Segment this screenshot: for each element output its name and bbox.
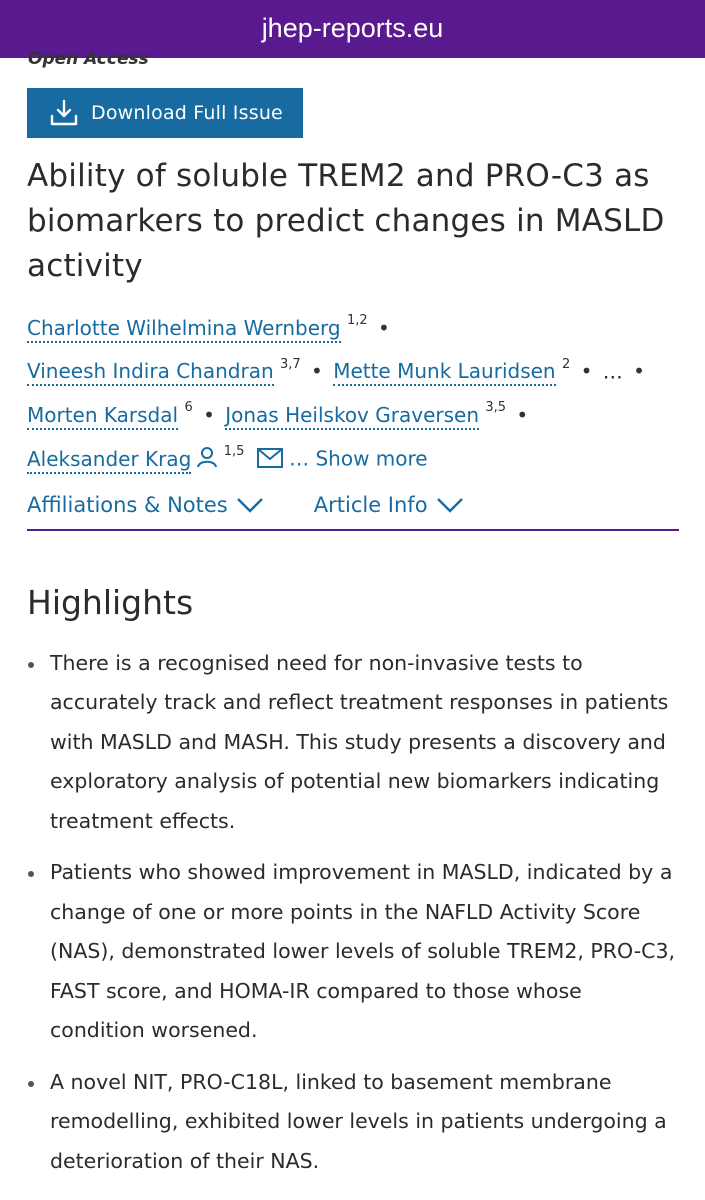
author-link[interactable]: Jonas Heilskov Graversen [225, 403, 479, 430]
highlight-item: Patients who showed improvement in MASLD, indicated by a change of one or more points in the NAFLD Activity Score (NAS), demonstrated lower levels of soluble TREM2, PRO-C3, FAST score, and HOMA-IR compared to those whose condition worsened. [27, 853, 679, 1051]
download-icon [49, 98, 79, 128]
author-affiliation: 1,5 [223, 443, 245, 459]
separator: • [516, 402, 529, 427]
author-affiliation: 6 [184, 400, 193, 416]
chevron-down-icon [236, 496, 264, 514]
author-affiliation: 1,2 [346, 313, 368, 328]
author-list [27, 304, 679, 479]
chevron-down-icon [436, 496, 464, 514]
highlight-item: There is a recognised need for non-invasive tests to accurately track and reflect treatment responses in patients with MASLD and MASH. This study presents a discovery and exploratory analysis of potential new biomarkers indicating treatment effects. [27, 644, 679, 842]
author-link[interactable]: Vineesh Indira Chandran [27, 359, 274, 386]
tab-affiliations-notes[interactable] [27, 493, 264, 517]
author-affiliation: 3,5 [485, 400, 507, 416]
tab-article-info[interactable] [314, 493, 464, 517]
tab-article-info-label: Article Info [313, 492, 428, 517]
author-affiliation: 3,7 [279, 356, 301, 372]
separator: • [203, 402, 215, 427]
separator: • [378, 315, 390, 340]
separator: • [311, 359, 323, 384]
author-link[interactable]: Charlotte Wilhelmina Wernberg [27, 316, 341, 343]
download-full-issue-button[interactable] [27, 88, 303, 138]
highlights-heading: Highlights [27, 582, 194, 622]
author-ellipsis[interactable]: … [602, 359, 623, 384]
author-link[interactable]: Aleksander Krag [27, 447, 191, 474]
download-label: Download Full Issue [91, 102, 283, 124]
separator: • [580, 359, 593, 384]
email-icon[interactable] [257, 448, 283, 468]
author-link[interactable]: Mette Munk Lauridsen [333, 359, 555, 386]
tab-affiliations-label: Affiliations & Notes [27, 492, 228, 517]
highlight-item: A novel NIT, PRO-C18L, linked to basement membrane remodelling, exhibited lower levels in patients undergoing a deterioration of their NAS. [27, 1063, 679, 1182]
open-access-label: Open Access [28, 49, 149, 69]
article-content [27, 88, 679, 1193]
article-tabs [27, 493, 679, 531]
separator: • [633, 359, 645, 384]
author-affiliation: 2 [561, 356, 571, 372]
highlights-list [27, 644, 679, 1182]
show-more-link[interactable]: … Show more [289, 446, 428, 471]
domain-label: jhep-reports.eu [261, 13, 444, 43]
article-title: Ability of soluble TREM2 and PRO-C3 as biomarkers to predict changes in MASLD activity [27, 158, 665, 284]
author-link[interactable]: Morten Karsdal [27, 403, 178, 430]
person-icon [197, 446, 217, 468]
